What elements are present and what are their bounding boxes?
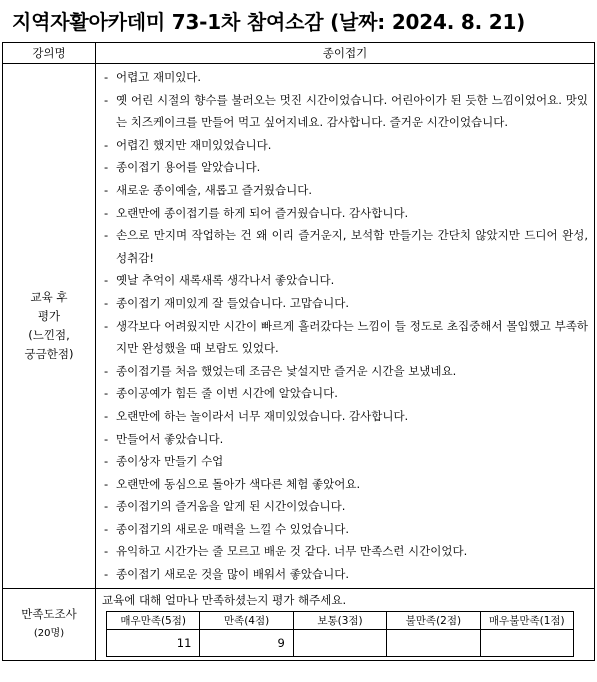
feedback-item: - 오랜만에 하는 놀이라서 너무 재미있었습니다. 감사합니다. xyxy=(102,405,588,428)
feedback-item: - 종이접기를 처음 했었는데 조금은 낯설지만 즐거운 시간을 보냈네요. xyxy=(102,360,588,383)
section-label-line: 궁금한점) xyxy=(24,346,74,361)
section-label-line: (느낀점, xyxy=(28,327,70,342)
survey-respondent-count: (20명) xyxy=(33,628,65,640)
feedback-item: - 종이공예가 힘든 줄 이번 시간에 알았습니다. xyxy=(102,382,588,405)
survey-section-label xyxy=(3,588,96,660)
satisfaction-header-cell: 매우불만족(1점) xyxy=(480,611,573,629)
feedback-item: - 종이접기 새로운 것을 많이 배워서 좋았습니다. xyxy=(102,563,588,586)
satisfaction-values-row xyxy=(107,629,574,656)
section-label-line: 평가 xyxy=(37,308,61,323)
survey-label: 만족도조사 xyxy=(21,607,77,622)
satisfaction-value-cell xyxy=(387,629,480,656)
feedback-section-label xyxy=(3,64,96,589)
header-course-label: 강의명 xyxy=(3,43,96,64)
satisfaction-value-cell xyxy=(480,629,573,656)
satisfaction-value-cell: 11 xyxy=(107,629,200,656)
satisfaction-header-row xyxy=(107,611,574,629)
header-course-name: 종이접기 xyxy=(96,43,595,64)
satisfaction-value-cell xyxy=(293,629,386,656)
feedback-item: - 종이접기의 새로운 매력을 느낄 수 있었습니다. xyxy=(102,518,588,541)
satisfaction-header-cell: 보통(3점) xyxy=(293,611,386,629)
feedback-item: - 손으로 만지며 작업하는 건 왜 이리 즐거운지, 보석함 만들기는 간단치 않았지만 드디어 완성, 성취감! xyxy=(102,224,588,269)
feedback-item: - 종이접기 재미있게 잘 들었습니다. 고맙습니다. xyxy=(102,292,588,315)
satisfaction-table xyxy=(106,611,574,657)
feedback-item: - 유익하고 시간가는 줄 모르고 배운 것 같다. 너무 만족스런 시간이었다. xyxy=(102,540,588,563)
feedback-item: - 종이접기 용어를 알았습니다. xyxy=(102,156,588,179)
feedback-item: - 오랜만에 동심으로 돌아가 색다른 체험 좋았어요. xyxy=(102,473,588,496)
feedback-item: - 새로운 종이예술, 새롭고 즐거웠습니다. xyxy=(102,179,588,202)
satisfaction-header-cell: 만족(4점) xyxy=(200,611,293,629)
feedback-item: - 생각보다 어려웠지만 시간이 빠르게 흘러갔다는 느낌이 들 정도로 초집중해서 몰입했고 부족하지만 완성했을 때 보람도 있었다. xyxy=(102,315,588,360)
satisfaction-value-cell: 9 xyxy=(200,629,293,656)
survey-question: 교육에 대해 얼마나 만족하셨는지 평가 해주세요. xyxy=(102,592,347,607)
feedback-item: - 옛 어린 시절의 향수를 불러오는 멋진 시간이었습니다. 어린아이가 된 듯한 느낌이었어요. 맛있는 치즈케이크를 만들어 먹고 싶어지네요. 감사합니다. 즐거운 시간이었습니다. xyxy=(102,89,588,134)
survey-content xyxy=(96,588,595,660)
feedback-item: - 종이상자 만들기 수업 xyxy=(102,450,588,473)
satisfaction-header-cell: 불만족(2점) xyxy=(387,611,480,629)
satisfaction-header-cell: 매우만족(5점) xyxy=(107,611,200,629)
document-title: 지역자활아카데미 73-1차 참여소감 (날짜: 2024. 8. 21) xyxy=(12,10,526,34)
evaluation-table xyxy=(2,42,595,661)
feedback-item: - 오랜만에 종이접기를 하게 되어 즐거웠습니다. 감사합니다. xyxy=(102,202,588,225)
survey-row xyxy=(3,588,595,660)
feedback-item: - 만들어서 좋았습니다. xyxy=(102,428,588,451)
feedback-item: - 어렵긴 했지만 재미있었습니다. xyxy=(102,134,588,157)
section-label-line: 교육 후 xyxy=(30,289,68,304)
feedback-item: - 옛날 추억이 새록새록 생각나서 좋았습니다. xyxy=(102,269,588,292)
feedback-list xyxy=(102,66,588,586)
table-header-row xyxy=(3,43,595,64)
feedback-content xyxy=(96,64,595,589)
feedback-item: - 어렵고 재미있다. xyxy=(102,66,588,89)
feedback-row xyxy=(3,64,595,589)
feedback-item: - 종이접기의 즐거움을 알게 된 시간이었습니다. xyxy=(102,495,588,518)
